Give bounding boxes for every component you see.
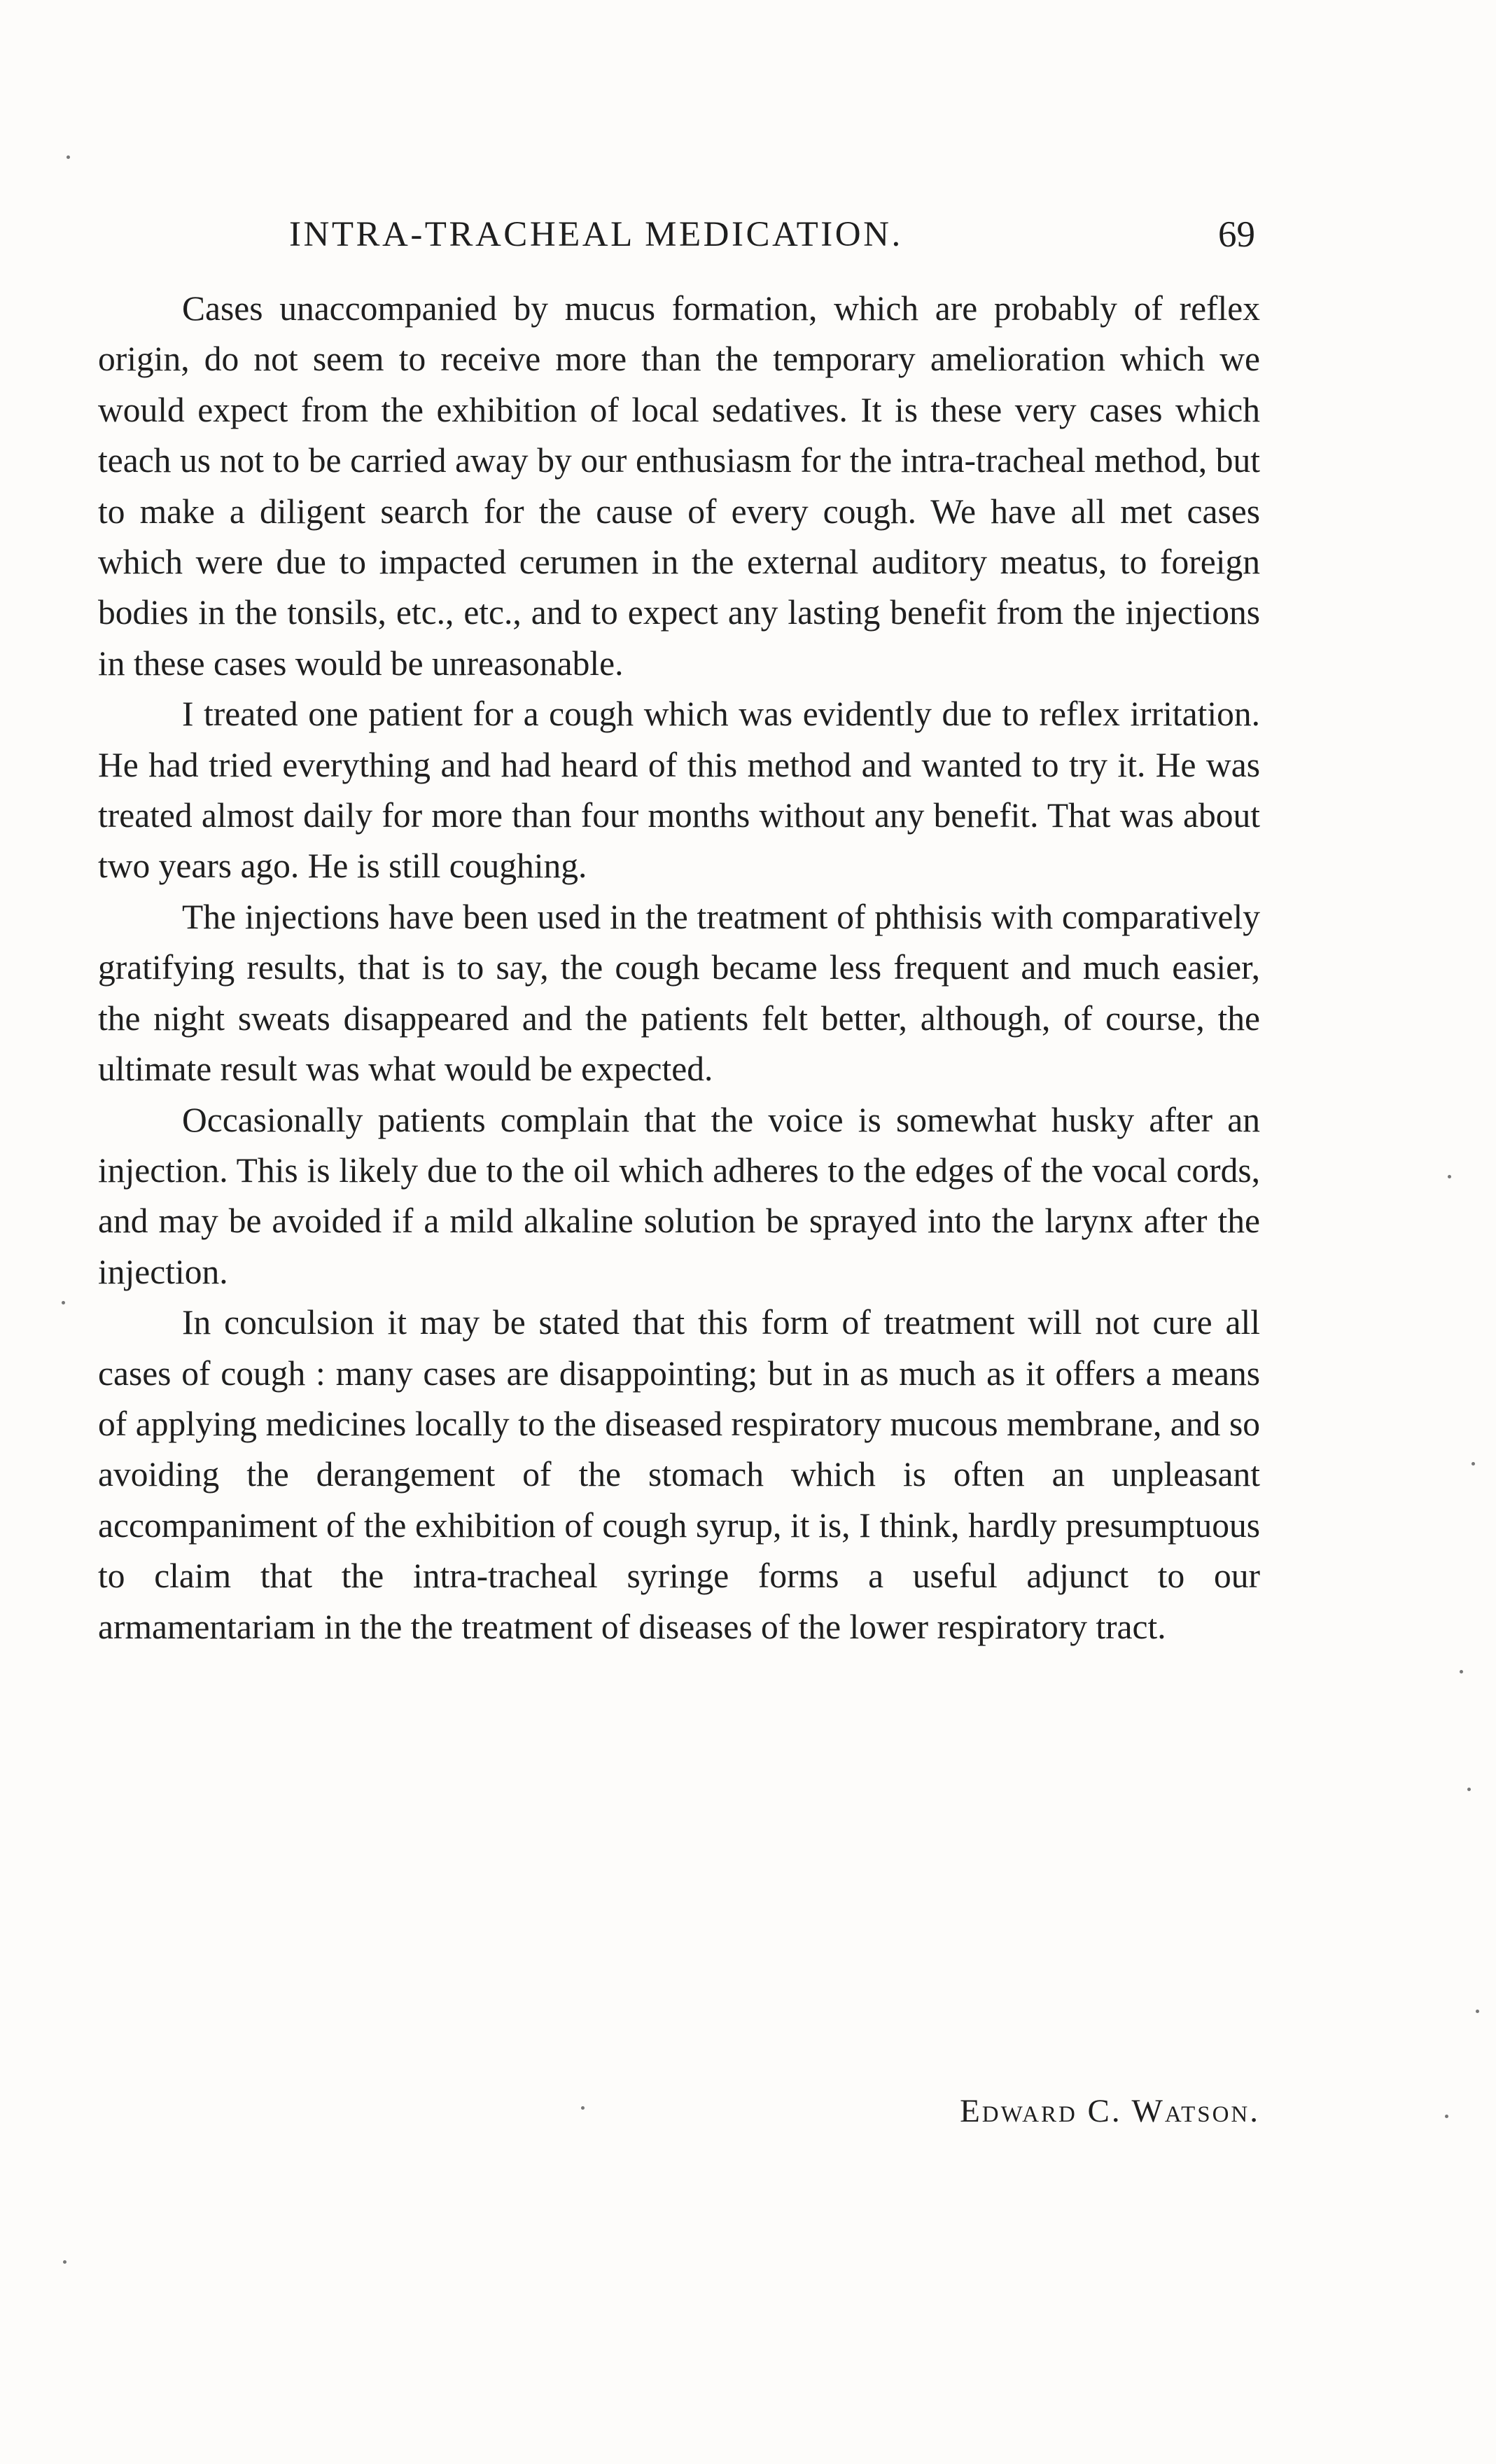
scan-speck xyxy=(1467,1788,1471,1791)
scan-speck xyxy=(67,155,70,159)
scan-speck xyxy=(1476,2010,1479,2013)
paragraph-phthisis: The injections have been used in the treatment of phthisis with comparatively gratifying results, that is to say, the cough became less frequent and much easier, the night sweats disappeared and the patients felt better, although, of course, the ultimate result was what would be expected. xyxy=(98,897,1260,1089)
page-number: 69 xyxy=(1218,214,1255,255)
scan-speck xyxy=(62,1301,65,1304)
running-head xyxy=(289,203,1255,266)
paragraph-patient-case: I treated one patient for a cough which was evidently due to reflex irritation. He had tried everything and had heard of this method and wanted to try it. He was treated almost daily for more than four months without any benefit. That was about two years ago. He is still coughing. xyxy=(98,695,1260,886)
paragraph-husky-voice: Occasionally patients complain that the voice is somewhat husky after an injection. This is likely due to the oil which adheres to the edges of the vocal cords, and may be avoided if a mild alkaline solution be sprayed into the larynx after the injection. xyxy=(98,1100,1260,1291)
body-text xyxy=(98,284,1260,1652)
paragraph-reflex-cases: Cases unaccompanied by mucus formation, which are probably of reflex origin, do not seem to receive more than the temporary amelioration which we would expect from the exhibition of local sedatives. It is these very cases which teach us not to be carried away by our enthusiasm for the intra-tracheal method, but to make a diligent search for the cause of every cough. We have all met cases which were due to impacted cerumen in the external auditory meatus, to foreign bodies in the tonsils, etc., etc., and to expect any lasting benefit from the injections in these cases would be unreasonable. xyxy=(98,289,1260,683)
scan-speck xyxy=(1448,1175,1451,1178)
scan-speck xyxy=(1471,1462,1475,1466)
scan-speck xyxy=(581,2106,585,2110)
scan-speck xyxy=(1460,1670,1463,1673)
scan-speck xyxy=(63,2260,67,2264)
paragraph-conclusion: In conculsion it may be stated that this form of treatment will not cure all cases of cough : many cases are disappointing; but in as much as it offers a means of applying medicines locally to the diseased respiratory mucous membrane, and so avoiding the derangement of the stomach which is often an unpleasant accompaniment of the exhibition of cough syrup, it is, I think, hardly presumptuous to claim that the intra-tracheal syringe forms a useful adjunct to our armamentariam in the the treatment of diseases of the lower respiratory tract. xyxy=(98,1303,1260,1646)
running-title: INTRA-TRACHEAL MEDICATION. xyxy=(289,215,903,254)
author-signature: Edward C. Watson. xyxy=(960,2093,1260,2129)
scan-speck xyxy=(1445,2115,1448,2118)
